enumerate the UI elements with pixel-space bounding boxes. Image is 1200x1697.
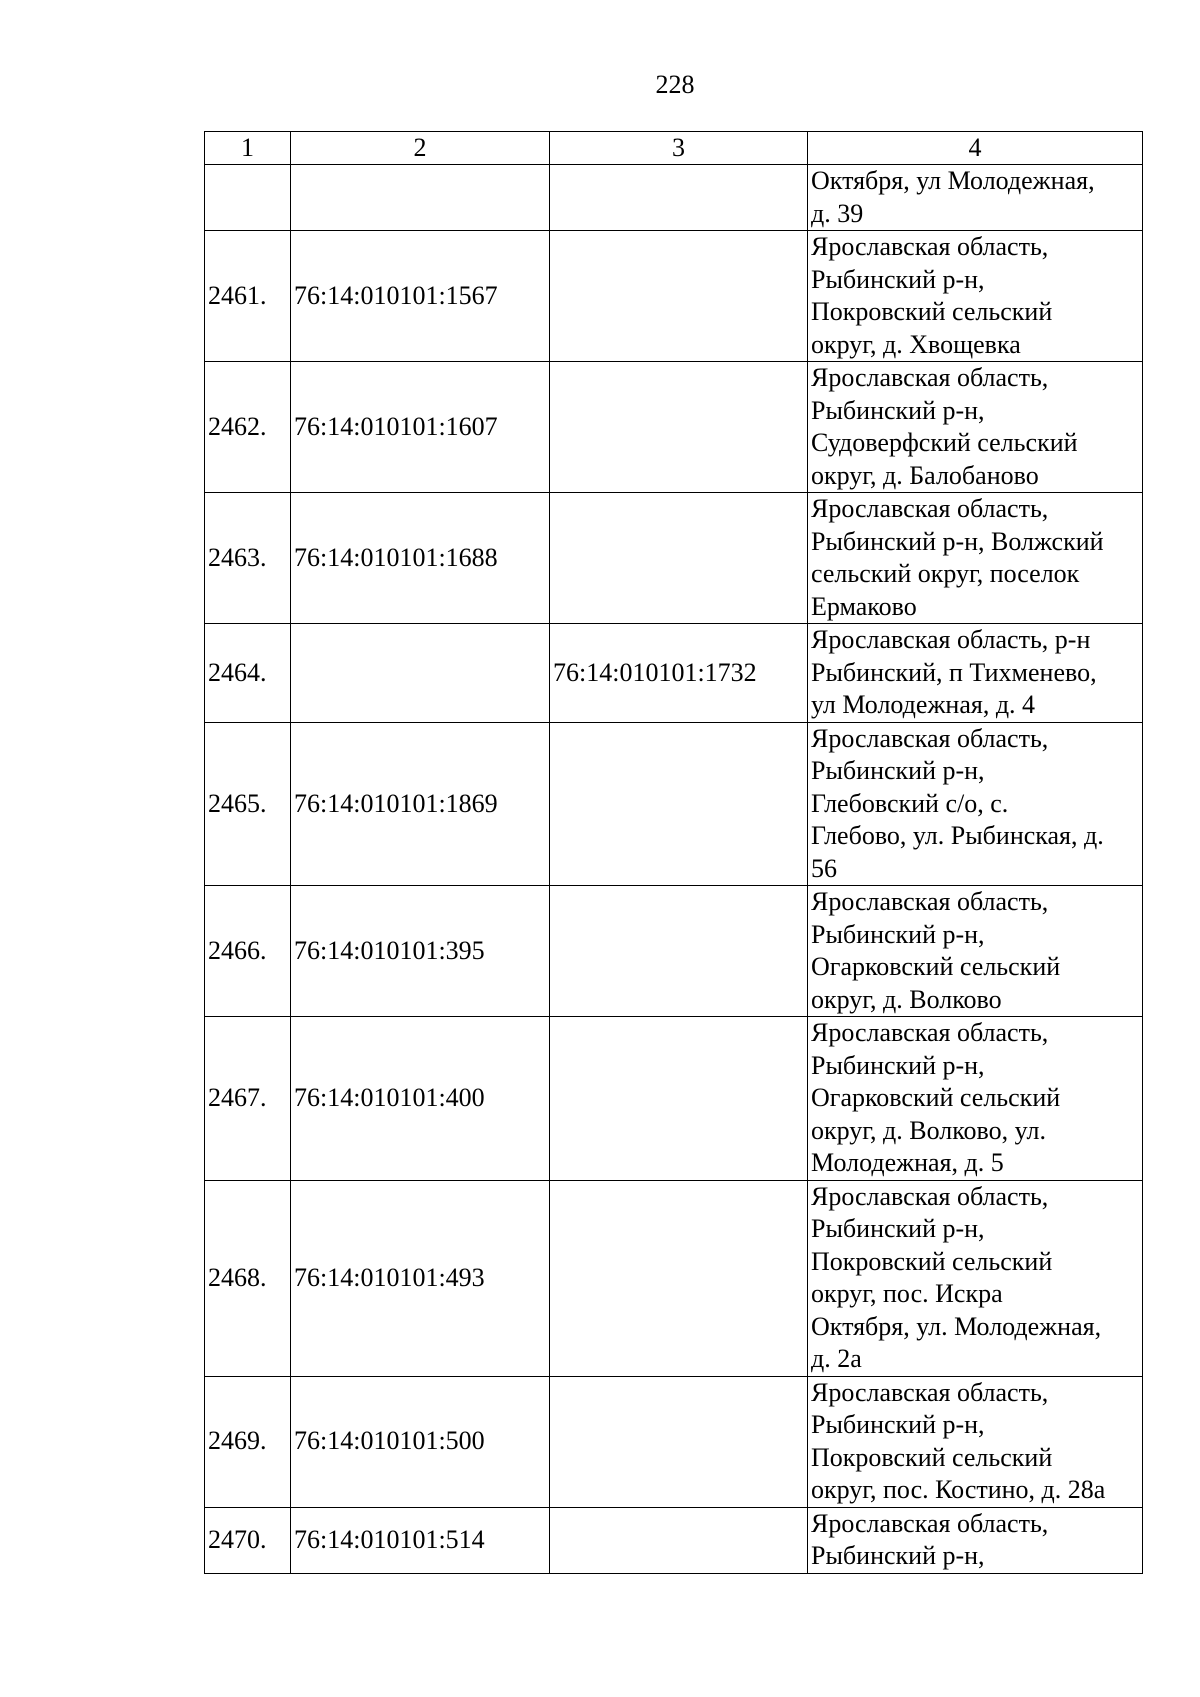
page-number: 228: [655, 70, 695, 99]
address-line: Глебово, ул. Рыбинская, д.: [811, 821, 1104, 850]
address-line: округ, д. Волково: [811, 984, 1002, 1014]
cadastral-number-alt-cell: [550, 722, 808, 886]
address-line: Ярославская область,: [811, 494, 1049, 523]
address-cell: [808, 1017, 1143, 1181]
cadastral-number-cell: [291, 165, 550, 231]
address-line: Рыбинский р-н,: [811, 756, 985, 785]
address-line: Ярославская область,: [811, 363, 1049, 392]
table-row: [205, 886, 1143, 1017]
cadastral-number-alt-cell: [550, 886, 808, 1017]
address-line: Ярославская область,: [811, 232, 1049, 261]
cadastral-number-cell: [291, 624, 550, 723]
address-line: ул Молодежная, д. 4: [811, 690, 1036, 719]
address-line: 56: [811, 853, 837, 883]
address-line: Покровский сельский: [811, 1246, 1053, 1276]
cadastral-number-cell: 76:14:010101:1869: [291, 722, 550, 886]
address-line: Рыбинский р-н,: [811, 264, 985, 294]
address-line: д. 39: [811, 198, 864, 228]
address-cell: [808, 886, 1143, 1017]
table-row: [205, 1180, 1143, 1376]
address-line: Ярославская область,: [811, 1377, 1049, 1407]
address-line: Ярославская область, р-н: [811, 625, 1091, 654]
row-number-cell: [205, 165, 291, 231]
cadastral-number-cell: 76:14:010101:400: [291, 1017, 550, 1181]
row-number-cell: 2463.: [205, 493, 291, 624]
address-cell: [808, 1507, 1143, 1573]
address-line: Молодежная, д. 5: [811, 1148, 1004, 1177]
address-line: д. 2а: [811, 1344, 862, 1373]
table-row: [205, 624, 1143, 723]
address-line: Огарковский сельский: [811, 1083, 1061, 1112]
cadastral-number-cell: 76:14:010101:395: [291, 886, 550, 1017]
address-line: Октября, ул Молодежная,: [811, 166, 1095, 195]
address-line: округ, д. Волково, ул.: [811, 1115, 1046, 1145]
row-number-cell: 2470.: [205, 1507, 291, 1573]
address-line: округ, пос. Искра: [811, 1279, 1003, 1308]
address-line: Рыбинский р-н,: [811, 919, 985, 949]
address-line: Огарковский сельский: [811, 952, 1061, 981]
table-row: [205, 165, 1143, 231]
header-col-2: 2: [291, 132, 550, 165]
cadastral-number-cell: 76:14:010101:500: [291, 1376, 550, 1507]
address-cell: [808, 1376, 1143, 1507]
registry-table: [204, 131, 1143, 1574]
address-line: Рыбинский р-н, Волжский: [811, 526, 1104, 556]
row-number-cell: 2462.: [205, 362, 291, 493]
table-row: [205, 722, 1143, 886]
address-line: округ, д. Хвощевка: [811, 329, 1021, 359]
address-cell: [808, 722, 1143, 886]
table-row: [205, 362, 1143, 493]
address-line: Судоверфский сельский: [811, 428, 1078, 457]
cadastral-number-alt-cell: [550, 1507, 808, 1573]
table-row: [205, 231, 1143, 362]
cadastral-number-alt-cell: [550, 493, 808, 624]
cadastral-number-cell: 76:14:010101:514: [291, 1507, 550, 1573]
address-line: округ, д. Балобаново: [811, 460, 1039, 490]
address-cell: [808, 624, 1143, 723]
address-line: Рыбинский, п Тихменево,: [811, 657, 1097, 687]
address-line: Покровский сельский: [811, 297, 1053, 326]
address-line: сельский округ, поселок: [811, 559, 1080, 588]
table-row: [205, 1507, 1143, 1573]
address-line: Рыбинский р-н,: [811, 1410, 985, 1439]
table-row: [205, 1376, 1143, 1507]
row-number-cell: 2465.: [205, 722, 291, 886]
address-cell: [808, 493, 1143, 624]
row-number-cell: 2469.: [205, 1376, 291, 1507]
cadastral-number-alt-cell: [550, 362, 808, 493]
cadastral-number-alt-cell: [550, 165, 808, 231]
cadastral-number-alt-cell: [550, 1180, 808, 1376]
address-line: Ермаково: [811, 591, 917, 621]
address-line: Рыбинский р-н,: [811, 395, 985, 425]
address-line: Глебовский с/о, с.: [811, 788, 1009, 818]
address-line: Рыбинский р-н,: [811, 1214, 985, 1243]
address-line: округ, пос. Костино, д. 28а: [811, 1475, 1106, 1504]
cadastral-number-cell: 76:14:010101:493: [291, 1180, 550, 1376]
cadastral-number-cell: 76:14:010101:1607: [291, 362, 550, 493]
address-line: Октября, ул. Молодежная,: [811, 1311, 1102, 1341]
address-cell: [808, 1180, 1143, 1376]
address-line: Ярославская область,: [811, 723, 1049, 753]
cadastral-number-alt-cell: 76:14:010101:1732: [550, 624, 808, 723]
row-number-cell: 2464.: [205, 624, 291, 723]
address-line: Ярославская область,: [811, 1508, 1049, 1538]
address-line: Покровский сельский: [811, 1442, 1053, 1472]
address-line: Ярославская область,: [811, 1181, 1049, 1211]
header-col-4: 4: [808, 132, 1143, 165]
address-cell: [808, 165, 1143, 231]
row-number-cell: 2466.: [205, 886, 291, 1017]
cadastral-number-cell: 76:14:010101:1567: [291, 231, 550, 362]
cadastral-number-alt-cell: [550, 1376, 808, 1507]
header-col-1: 1: [205, 132, 291, 165]
header-col-3: 3: [550, 132, 808, 165]
cadastral-number-cell: 76:14:010101:1688: [291, 493, 550, 624]
row-number-cell: 2468.: [205, 1180, 291, 1376]
address-line: Рыбинский р-н,: [811, 1050, 985, 1080]
address-line: Ярославская область,: [811, 1018, 1049, 1047]
address-cell: [808, 362, 1143, 493]
row-number-cell: 2467.: [205, 1017, 291, 1181]
table-header-row: [205, 132, 1143, 165]
address-cell: [808, 231, 1143, 362]
table-body: [205, 165, 1143, 1574]
row-number-cell: 2461.: [205, 231, 291, 362]
table-row: [205, 493, 1143, 624]
address-line: Ярославская область,: [811, 887, 1049, 916]
table-row: [205, 1017, 1143, 1181]
cadastral-number-alt-cell: [550, 1017, 808, 1181]
address-line: Рыбинский р-н,: [811, 1541, 985, 1570]
cadastral-number-alt-cell: [550, 231, 808, 362]
